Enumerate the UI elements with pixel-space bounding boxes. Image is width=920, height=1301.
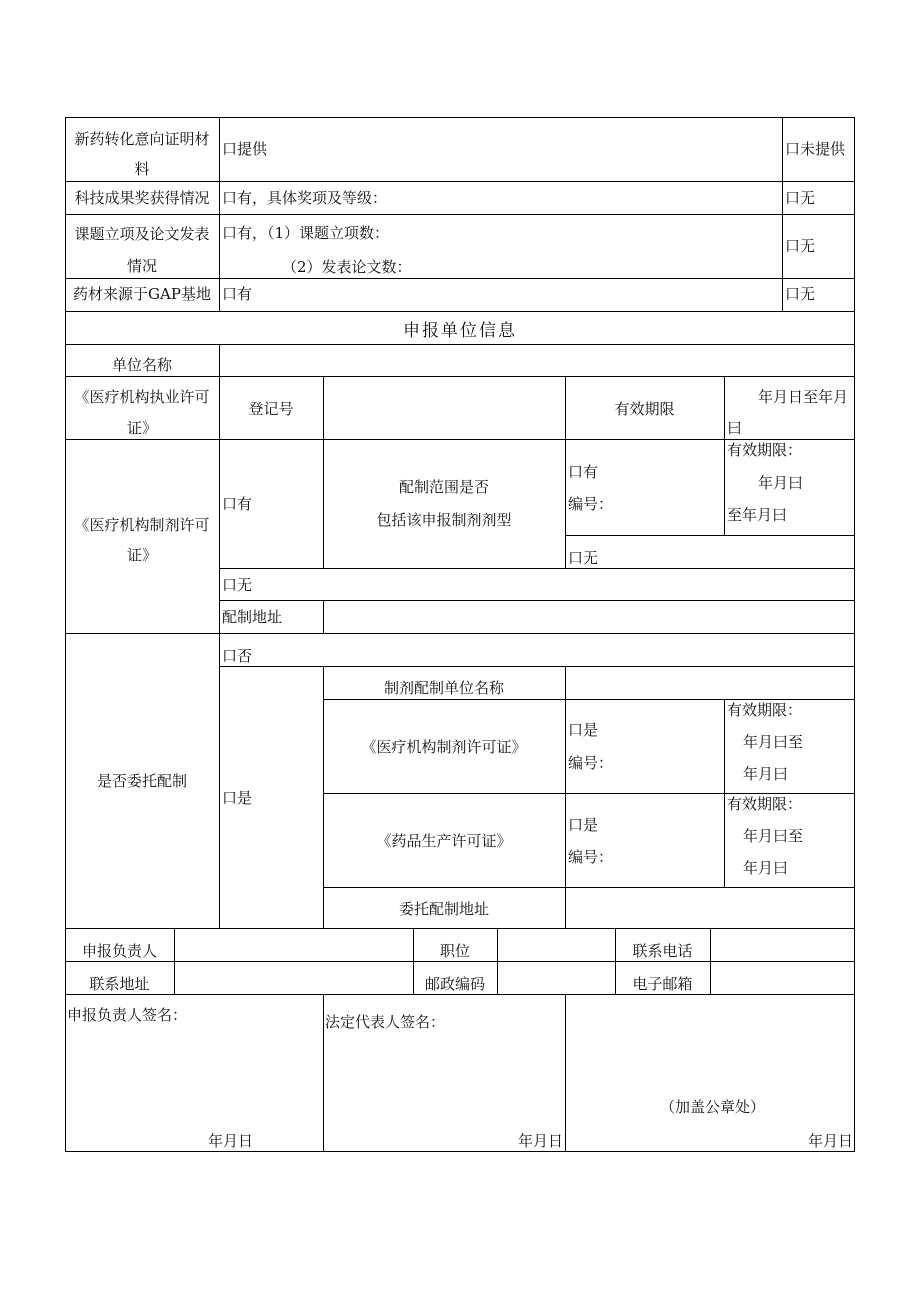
gap-yes-checkbox[interactable]: 口有	[222, 285, 253, 303]
entrust-drug-validity-label: 有效期限：	[727, 795, 803, 813]
entrust-prep-yes-checkbox[interactable]: 口是	[568, 721, 599, 739]
prep-license-has-checkbox[interactable]: 口有	[222, 495, 253, 513]
border-line	[565, 535, 855, 536]
scope-yes-checkbox[interactable]: 口有	[568, 463, 599, 481]
prep-address-label: 配制地址	[222, 608, 283, 626]
entrust-prep-license-label: 《医疗机构制剂许可证》	[361, 738, 527, 756]
entrust-unit-name-label: 制剂配制单位名称	[383, 679, 504, 697]
entrust-drug-number-label: 编号：	[568, 848, 614, 866]
new-drug-not-provided-checkbox[interactable]: 口未提供	[785, 140, 846, 158]
new-drug-label-cont: 料	[134, 160, 150, 178]
entrust-no-checkbox[interactable]: 口否	[222, 647, 253, 665]
postcode-label: 邮政编码	[424, 975, 485, 993]
border-line	[724, 439, 725, 535]
scope-validity-start: 年月曰	[758, 474, 804, 492]
position-field[interactable]	[498, 929, 615, 961]
entrust-yes-checkbox[interactable]: 口是	[222, 789, 253, 807]
entrust-address-label: 委托配制地址	[398, 900, 489, 918]
entrust-unit-name-field[interactable]	[566, 667, 854, 699]
scope-question-cont: 包括该申报制剂剂型	[376, 511, 512, 529]
border-line	[65, 181, 855, 182]
project-no-checkbox[interactable]: 口无	[785, 237, 816, 255]
border-line	[65, 117, 855, 118]
entrust-label: 是否委托配制	[96, 772, 187, 790]
contact-address-label: 联系地址	[89, 975, 150, 993]
scope-question: 配制范围是否	[398, 478, 489, 496]
prep-license-none-checkbox[interactable]: 口无	[222, 576, 253, 594]
unit-name-field[interactable]	[220, 345, 854, 376]
phone-field[interactable]	[711, 929, 854, 961]
validity-dates: 年月日至年月	[758, 388, 849, 406]
project-label-cont: 情况	[126, 257, 157, 275]
phone-label: 联系电话	[632, 942, 693, 960]
new-drug-label: 新药转化意向证明材	[74, 130, 210, 148]
border-line	[724, 699, 725, 887]
entrust-drug-validity-start: 年月曰至	[743, 827, 804, 845]
border-line	[65, 1151, 855, 1152]
scope-no-checkbox[interactable]: 口无	[568, 549, 599, 567]
border-line	[782, 117, 783, 311]
border-line	[854, 117, 855, 1152]
contact-person-label: 申报负责人	[81, 942, 157, 960]
contact-person-field[interactable]	[175, 929, 413, 961]
section-title: 申报单位信息	[403, 321, 517, 341]
border-line	[219, 117, 220, 311]
gap-no-checkbox[interactable]: 口无	[785, 285, 816, 303]
border-line	[65, 994, 855, 995]
entrust-prep-number-label: 编号：	[568, 754, 614, 772]
gap-label: 药材来源于GAP基地	[73, 285, 211, 303]
border-line	[219, 568, 855, 569]
new-drug-provided-checkbox[interactable]: 口提供	[222, 140, 268, 158]
validity-dates-cont: 曰	[727, 419, 743, 437]
paper-count-label: （2）发表论文数：	[282, 258, 412, 276]
entrust-prep-validity-start: 年月曰至	[743, 733, 804, 751]
official-seal-label: （加盖公章处）	[660, 1098, 766, 1116]
registration-number-field[interactable]	[324, 377, 564, 439]
postcode-field[interactable]	[498, 962, 615, 994]
entrust-address-field[interactable]	[566, 888, 854, 928]
award-no-checkbox[interactable]: 口无	[785, 189, 816, 207]
contact-address-field[interactable]	[175, 962, 413, 994]
email-field[interactable]	[711, 962, 854, 994]
scope-number-label: 编号：	[568, 495, 614, 513]
entrust-drug-yes-checkbox[interactable]: 口是	[568, 816, 599, 834]
seal-date: 年月日	[808, 1132, 854, 1150]
entrust-prep-validity-label: 有效期限：	[727, 701, 803, 719]
entrust-prep-validity-end: 年月曰	[743, 765, 789, 783]
border-line	[724, 376, 725, 439]
border-line	[565, 994, 566, 1151]
border-line	[219, 344, 220, 928]
project-yes-checkbox[interactable]: 口有，（1）课题立项数：	[222, 224, 390, 242]
border-line	[65, 439, 855, 440]
practice-license-label-cont: 证》	[126, 419, 157, 437]
border-line	[65, 311, 855, 312]
prep-license-label-cont: 证》	[126, 546, 157, 564]
prep-license-label: 《医疗机构制剂许可	[74, 516, 210, 534]
scope-validity-end: 至年月曰	[727, 506, 788, 524]
award-label: 科技成果奖获得情况	[74, 189, 210, 207]
entrust-drug-validity-end: 年月曰	[743, 859, 789, 877]
unit-name-label: 单位名称	[111, 356, 172, 374]
validity-label: 有效期限	[614, 400, 675, 418]
person-signature-date: 年月日	[208, 1132, 254, 1150]
practice-license-label: 《医疗机构执业许可	[74, 388, 210, 406]
border-line	[323, 699, 855, 700]
border-line	[323, 793, 855, 794]
project-label: 课题立项及论文发表	[74, 225, 210, 243]
border-line	[65, 278, 855, 279]
position-label: 职位	[439, 942, 470, 960]
registration-number-label: 登记号	[248, 400, 294, 418]
scope-validity-label: 有效期限：	[727, 441, 803, 459]
border-line	[323, 994, 324, 1151]
legal-rep-signature-label: 法定代表人签名：	[325, 1013, 446, 1031]
border-line	[65, 214, 855, 215]
prep-address-field[interactable]	[324, 601, 854, 633]
border-line	[323, 666, 324, 928]
award-yes-checkbox[interactable]: 口有，具体奖项及等级：	[222, 189, 388, 207]
border-line	[65, 633, 855, 634]
entrust-drug-license-label: 《药品生产许可证》	[376, 832, 512, 850]
email-label: 电子邮箱	[632, 975, 693, 993]
person-signature-label: 申报负责人签名：	[67, 1006, 188, 1024]
legal-rep-signature-date: 年月日	[518, 1132, 564, 1150]
